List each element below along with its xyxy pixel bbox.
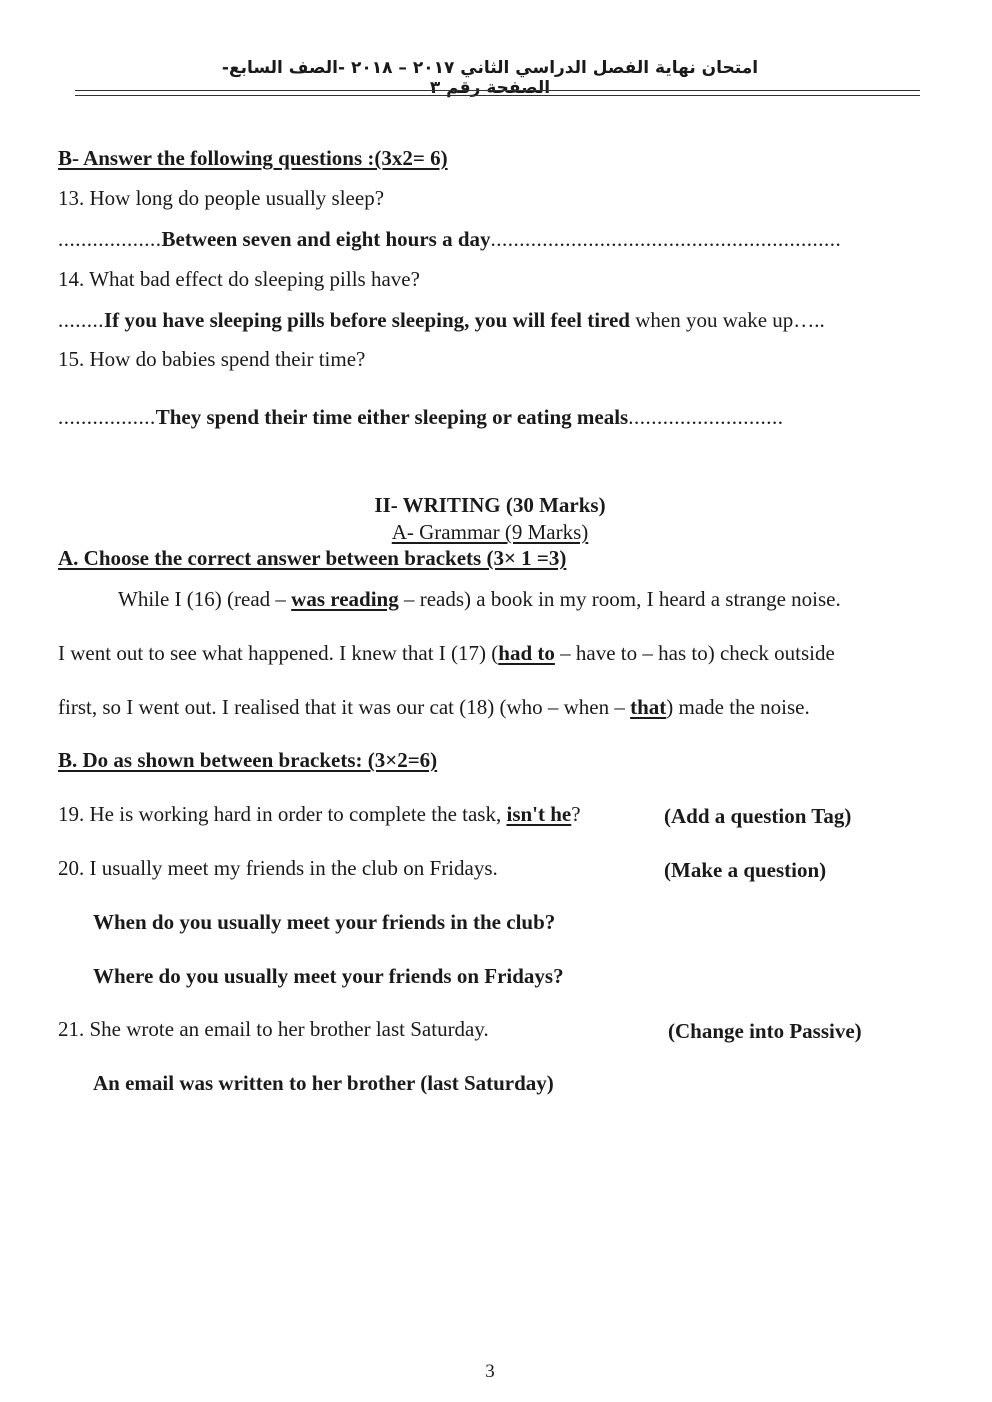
grammar-title xyxy=(0,522,980,543)
answer-20-1: When do you usually meet your friends in the club? xyxy=(93,910,556,934)
paragraph-line-2 xyxy=(58,643,835,664)
do-heading: B. Do as shown between brackets: (3×2=6) xyxy=(58,748,438,772)
text: ) made the noise. xyxy=(666,695,810,719)
instruction-19: (Add a question Tag) xyxy=(664,804,852,828)
grammar-title-text: A- Grammar (9 Marks) xyxy=(391,520,589,544)
header-divider xyxy=(75,95,920,96)
answer-text: when you wake up….. xyxy=(629,308,825,332)
text: – have to – has to) check outside xyxy=(554,641,835,665)
question-19 xyxy=(58,804,581,825)
text: – reads) a book in my room, I heard a strange noise. xyxy=(398,587,841,611)
question-14: 14. What bad effect do sleeping pills have? xyxy=(58,267,420,291)
page-header: امتحان نهاية الفصل الدراسي الثاني ٢٠١٧ – ٢٠١٨ -الصف السابع- الصفحة رقم ٣ xyxy=(221,58,759,98)
instruction-21: (Change into Passive) xyxy=(668,1019,862,1043)
answer-20-2: Where do you usually meet your friends on Fridays? xyxy=(93,964,564,988)
answer-dots: ................. xyxy=(58,405,156,429)
text: ? xyxy=(571,802,581,826)
instruction-20: (Make a question) xyxy=(664,858,827,882)
correct-answer-18: that xyxy=(630,695,667,719)
answer-text: If you have sleeping pills before sleeping, you will feel tired xyxy=(104,308,630,332)
answer-15 xyxy=(58,407,783,428)
question-20: 20. I usually meet my friends in the club on Fridays. xyxy=(58,856,498,880)
answer-dots: .................. xyxy=(58,227,162,251)
question-tag-answer: isn't he xyxy=(506,802,572,826)
paragraph-line-1 xyxy=(118,589,841,610)
paragraph-line-3 xyxy=(58,697,810,718)
header-divider xyxy=(75,90,920,91)
answer-text: Between seven and eight hours a day xyxy=(161,227,491,251)
answer-13 xyxy=(58,229,841,250)
text: 19. He is working hard in order to complete the task, xyxy=(58,802,507,826)
answer-dots: ........................... xyxy=(628,405,784,429)
answer-dots: ........ xyxy=(58,308,104,332)
writing-title: II- WRITING (30 Marks) xyxy=(374,493,606,517)
answer-text: They spend their time either sleeping or eating meals xyxy=(155,405,629,429)
correct-answer-16: was reading xyxy=(291,587,399,611)
question-15: 15. How do babies spend their time? xyxy=(58,347,366,371)
correct-answer-17: had to xyxy=(498,641,555,665)
answer-21: An email was written to her brother (last Saturday) xyxy=(93,1071,554,1095)
text: While I (16) (read – xyxy=(118,587,292,611)
text: I went out to see what happened. I knew that I (17) ( xyxy=(58,641,499,665)
choose-heading: A. Choose the correct answer between brackets (3× 1 =3) xyxy=(58,546,567,570)
answer-14 xyxy=(58,310,825,331)
question-13: 13. How long do people usually sleep? xyxy=(58,186,385,210)
text: first, so I went out. I realised that it was our cat (18) (who – when – xyxy=(58,695,631,719)
question-21: 21. She wrote an email to her brother last Saturday. xyxy=(58,1017,489,1041)
page-number: 3 xyxy=(485,1361,495,1382)
answer-dots: ............................................................. xyxy=(490,227,842,251)
section-b-heading: B- Answer the following questions :(3x2= 6) xyxy=(58,146,448,170)
